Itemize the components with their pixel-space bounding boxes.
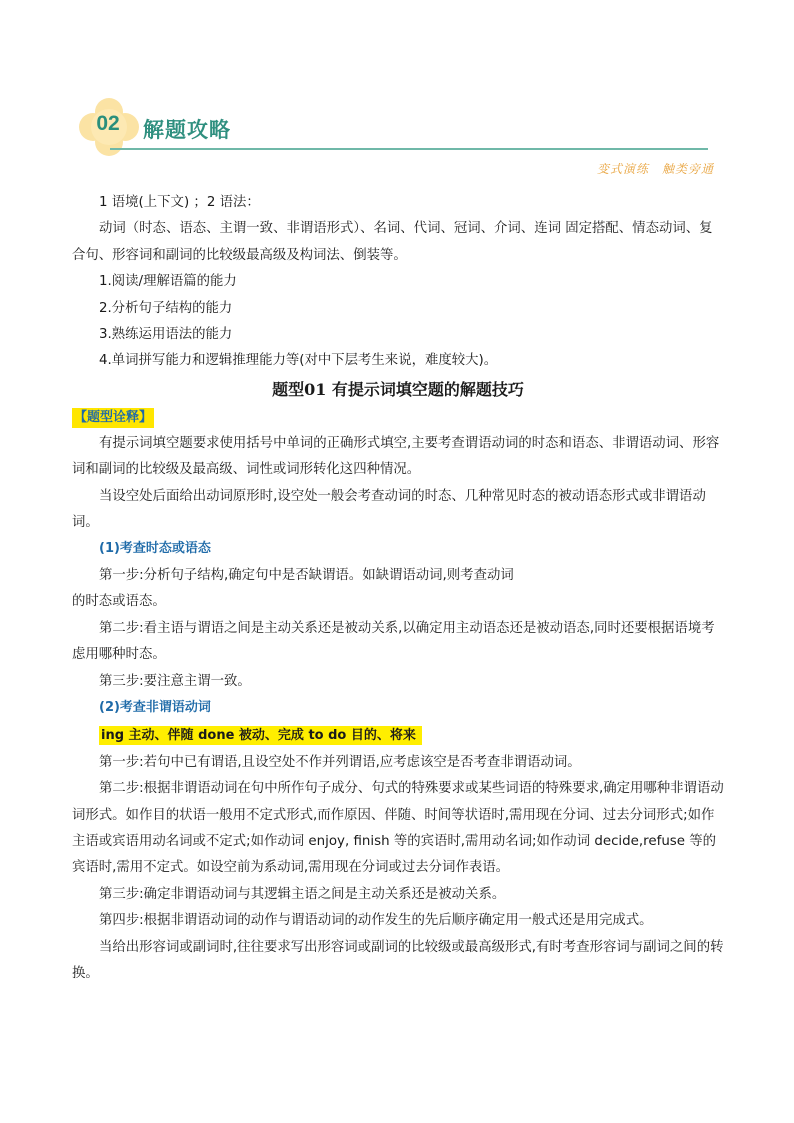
type-paragraph-2: 当设空处后面给出动词原形时,设空处一般会考查动词的时态、几种常见时态的被动语态形式或非谓语动词。	[72, 488, 706, 531]
closing-paragraph: 当给出形容词或副词时,往往要求写出形容词或副词的比较级或最高级形式,有时考查形容词与副词之间的转换。	[72, 939, 724, 981]
nf-step-3: 第三步:确定非谓语动词与其逻辑主语之间是主动关系还是被动关系。	[99, 886, 506, 902]
nonfinite-summary	[72, 721, 724, 749]
section-number: 02	[96, 112, 120, 135]
subheading-nonfinite: (2)考查非谓语动词	[99, 699, 211, 715]
main-content	[72, 190, 724, 987]
section-divider	[110, 148, 708, 150]
step-1b: 的时态或语态。	[72, 594, 166, 610]
ability-item: 3.熟练运用语法的能力	[99, 327, 233, 343]
highlight-ing: ing 主动、伴随	[101, 728, 194, 744]
intro-line-1: 1 语境(上下文) ；2 语法：	[99, 195, 260, 210]
nf-step-4: 第四步:根据非谓语动词的动作与谓语动词的动作发生的先后顺序确定用一般式还是用完成式。	[99, 913, 653, 929]
subheading-tense-voice: (1)考查时态或语态	[99, 541, 211, 557]
step-1a: 第一步:分析句子结构,确定句中是否缺谓语。如缺谓语动词,则考查动词	[99, 567, 514, 583]
ability-item: 1.阅读/理解语篇的能力	[99, 274, 237, 290]
highlight-todo: to do 目的、将来	[308, 728, 416, 744]
ability-item: 4.单词拼写能力和逻辑推理能力等(对中下层考生来说，难度较大)。	[99, 353, 498, 369]
nonfinite-highlight	[99, 726, 422, 745]
ability-item: 2.分析句子结构的能力	[99, 300, 233, 316]
nf-step-1: 第一步:若句中已有谓语,且设空处不作并列谓语,应考虑该空是否考查非谓语动词。	[99, 754, 581, 770]
nf-step-2: 第二步:根据非谓语动词在句中所作句子成分、句式的特殊要求或某些词语的特殊要求,确定用哪种非谓语动词形式。如作目的状语一般用不定式形式,而作原因、伴随、时间等状语时,需用现在分词、过去分词形式;如作主语或宾语用动名词或不定式;如作动词 enjoy, finish 等的宾语时,需用动名词;如作动词 decide,refuse 等的宾语时,需用不定式。如设空前为系动词,需用现在分词或过去分词作表语。	[72, 781, 724, 876]
intro-line-2: 动词（时态、语态、主谓一致、非谓语形式）、名词、代词、冠词、介词、连词 固定搭配、情态动词、复合句、形容词和副词的比较级最高级及构词法、倒装等。	[72, 221, 713, 263]
highlight-done: done 被动、完成	[198, 728, 304, 744]
type-explanation-tag: 【题型诠释】	[72, 408, 154, 428]
section-title: 解题攻略	[143, 118, 231, 142]
step-2: 第二步:看主语与谓语之间是主动关系还是被动关系,以确定用主动语态还是被动语态,同时还要根据语境考虑用哪种时态。	[72, 620, 715, 663]
type-paragraph-1: 有提示词填空题要求使用括号中单词的正确形式填空,主要考查谓语动词的时态和语态、非谓语动词、形容词和副词的比较级及最高级、词性或词形转化这四种情况。	[72, 435, 720, 478]
step-3: 第三步:要注意主谓一致。	[99, 673, 251, 689]
question-type-title: 题型01 有提示词填空题的解题技巧	[272, 379, 524, 399]
section-slogan: 变式演练 触类旁通	[596, 162, 714, 176]
